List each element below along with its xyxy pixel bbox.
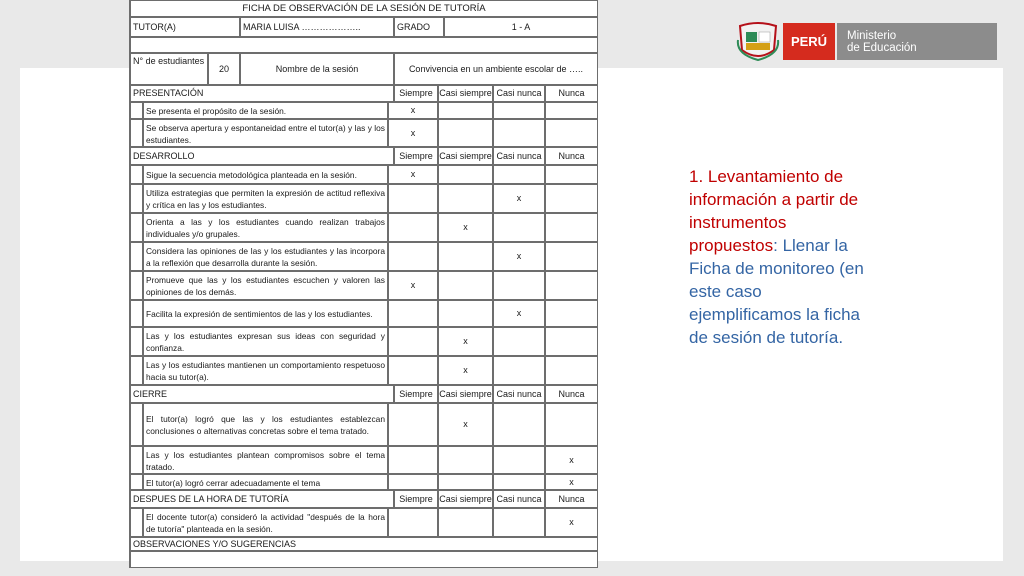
mark-casi-nunca: x: [493, 242, 545, 271]
col-casi-siempre: Casi siempre: [438, 147, 493, 165]
mark-empty: [545, 165, 598, 184]
mark-empty: [438, 119, 493, 147]
col-casi-nunca: Casi nunca: [493, 147, 545, 165]
section-despues: DESPUES DE LA HORA DE TUTORÍA: [130, 490, 394, 508]
col-siempre: Siempre: [394, 147, 438, 165]
row-indent: [130, 474, 143, 490]
mark-empty: [545, 242, 598, 271]
row-indent: [130, 271, 143, 300]
blank-row: [130, 37, 598, 53]
mark-empty: [493, 508, 545, 537]
coat-of-arms-icon: [736, 20, 780, 62]
row-indent: [130, 403, 143, 446]
mark-empty: [438, 446, 493, 474]
row-indent: [130, 508, 143, 537]
item-d8: Las y los estudiantes mantienen un comportamiento respetuoso hacia su tutor(a).: [143, 356, 388, 385]
mark-empty: [388, 213, 438, 242]
mark-nunca: x: [545, 474, 598, 490]
side-note-part2: :: [773, 236, 783, 255]
section-desarrollo: DESARROLLO: [130, 147, 394, 165]
row-indent: [130, 119, 143, 147]
row-indent: [130, 213, 143, 242]
mark-empty: [388, 446, 438, 474]
mark-empty: [545, 300, 598, 327]
ministry-line-2: de Educación: [847, 41, 917, 54]
col-siempre: Siempre: [394, 490, 438, 508]
mark-empty: [545, 119, 598, 147]
item-c1: El tutor(a) logró que las y los estudiantes establezcan conclusiones o alternativas concretas sobre el tema tratado.: [143, 403, 388, 446]
item-p1: Se presenta el propósito de la sesión.: [143, 102, 388, 119]
item-d3: Orienta a las y los estudiantes cuando realizan trabajos individuales y/o grupales.: [143, 213, 388, 242]
item-d2: Utiliza estrategias que permiten la expresión de actitud reflexiva y crítica en las y los estudiantes.: [143, 184, 388, 213]
col-casi-siempre: Casi siempre: [438, 385, 493, 403]
mark-empty: [438, 300, 493, 327]
mark-casi-siempre: x: [438, 327, 493, 356]
sesion-label: Nombre de la sesión: [240, 53, 394, 85]
sesion-value: Convivencia en un ambiente escolar de …..: [394, 53, 598, 85]
col-nunca: Nunca: [545, 490, 598, 508]
item-p2: Se observa apertura y espontaneidad entre el tutor(a) y las y los estudiantes.: [143, 119, 388, 147]
observaciones-field[interactable]: [130, 551, 598, 568]
col-casi-nunca: Casi nunca: [493, 85, 545, 102]
mark-empty: [545, 102, 598, 119]
item-c3: El tutor(a) logró cerrar adecuadamente el tema: [143, 474, 388, 490]
ministry-line-1: Ministerio: [847, 29, 897, 42]
ministry-label: [837, 23, 997, 60]
item-d5: Promueve que las y los estudiantes escuchen y valoren las opiniones de los demás.: [143, 271, 388, 300]
col-nunca: Nunca: [545, 147, 598, 165]
observation-form: [129, 0, 597, 568]
section-presentacion: PRESENTACIÓN: [130, 85, 394, 102]
mark-empty: [438, 271, 493, 300]
mark-empty: [388, 356, 438, 385]
mark-casi-siempre: x: [438, 356, 493, 385]
item-d4: Considera las opiniones de las y los estudiantes y las incorpora a la reflexión que desarrolla durante la sesión.: [143, 242, 388, 271]
mark-empty: [388, 184, 438, 213]
mark-casi-siempre: x: [438, 213, 493, 242]
item-d1: Sigue la secuencia metodológica planteada en la sesión.: [143, 165, 388, 184]
mark-casi-nunca: x: [493, 300, 545, 327]
mark-siempre: x: [388, 119, 438, 147]
mark-empty: [438, 242, 493, 271]
mark-empty: [545, 213, 598, 242]
mark-empty: [545, 271, 598, 300]
mark-nunca: x: [545, 446, 598, 474]
form-title: FICHA DE OBSERVACIÓN DE LA SESIÓN DE TUTORÍA: [130, 0, 598, 17]
grado-label: GRADO: [394, 17, 444, 37]
side-note-part3: Llenar la Ficha de monitoreo (en este caso ejemplificamos la ficha de sesión de tutoría.: [689, 236, 864, 347]
row-indent: [130, 446, 143, 474]
mark-empty: [545, 356, 598, 385]
mark-empty: [493, 327, 545, 356]
item-c2: Las y los estudiantes plantean compromisos sobre el tema tratado.: [143, 446, 388, 474]
side-note: [689, 165, 864, 349]
row-indent: [130, 242, 143, 271]
mark-empty: [438, 184, 493, 213]
mark-casi-siempre: x: [438, 403, 493, 446]
item-d7: Las y los estudiantes expresan sus ideas con seguridad y confianza.: [143, 327, 388, 356]
section-observaciones: OBSERVACIONES Y/O SUGERENCIAS: [130, 537, 598, 551]
mark-empty: [493, 403, 545, 446]
col-siempre: Siempre: [394, 385, 438, 403]
mark-empty: [493, 102, 545, 119]
mark-siempre: x: [388, 271, 438, 300]
side-note-part1: 1. Levantamiento de información a partir de instrumentos propuestos: [689, 167, 859, 255]
mark-empty: [388, 474, 438, 490]
row-indent: [130, 327, 143, 356]
tutor-value: MARIA LUISA ………………..: [240, 17, 394, 37]
row-indent: [130, 165, 143, 184]
col-nunca: Nunca: [545, 385, 598, 403]
col-nunca: Nunca: [545, 85, 598, 102]
mark-empty: [493, 474, 545, 490]
grado-value: 1 - A: [444, 17, 598, 37]
mark-empty: [493, 356, 545, 385]
mark-empty: [388, 403, 438, 446]
mark-nunca: x: [545, 508, 598, 537]
tutor-label: TUTOR(A): [130, 17, 240, 37]
mark-empty: [388, 508, 438, 537]
mark-empty: [545, 403, 598, 446]
mark-empty: [388, 300, 438, 327]
section-cierre: CIERRE: [130, 385, 394, 403]
mark-empty: [438, 474, 493, 490]
row-indent: [130, 184, 143, 213]
item-h1: El docente tutor(a) consideró la actividad "después de la hora de tutoría" planteada en la sesión.: [143, 508, 388, 537]
mark-siempre: x: [388, 102, 438, 119]
mark-empty: [493, 119, 545, 147]
col-casi-siempre: Casi siempre: [438, 490, 493, 508]
mark-empty: [438, 102, 493, 119]
col-casi-nunca: Casi nunca: [493, 490, 545, 508]
mark-empty: [438, 508, 493, 537]
mark-empty: [545, 184, 598, 213]
mark-empty: [388, 242, 438, 271]
row-indent: [130, 356, 143, 385]
peru-label: PERÚ: [783, 23, 835, 60]
mark-casi-nunca: x: [493, 184, 545, 213]
n-estudiantes-label: N° de estudiantes: [130, 53, 208, 85]
item-d6: Facilita la expresión de sentimientos de las y los estudiantes.: [143, 300, 388, 327]
mark-siempre: x: [388, 165, 438, 184]
col-siempre: Siempre: [394, 85, 438, 102]
mark-empty: [493, 271, 545, 300]
mark-empty: [493, 165, 545, 184]
ministry-logo: [736, 20, 998, 62]
mark-empty: [493, 446, 545, 474]
mark-empty: [438, 165, 493, 184]
n-estudiantes-value: 20: [208, 53, 240, 85]
row-indent: [130, 102, 143, 119]
mark-empty: [545, 327, 598, 356]
mark-empty: [388, 327, 438, 356]
mark-empty: [493, 213, 545, 242]
row-indent: [130, 300, 143, 327]
col-casi-siempre: Casi siempre: [438, 85, 493, 102]
col-casi-nunca: Casi nunca: [493, 385, 545, 403]
